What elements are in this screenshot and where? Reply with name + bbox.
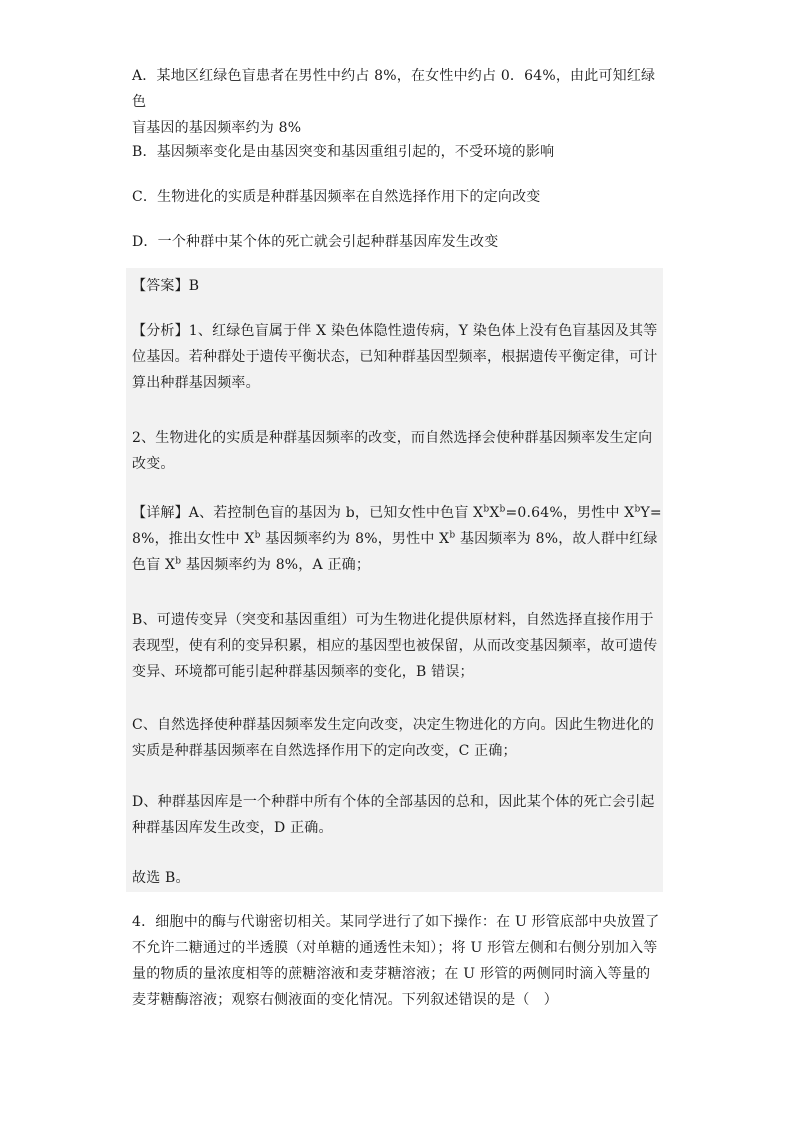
analysis-paragraph-1: 【分析】1、红绿色盲属于伴 X 染色体隐性遗传病，Y 染色体上没有色盲基因及其等位基因。若种群处于遗传平衡状态，已知种群基因型频率，根据遗传平衡定律，可计算出种群基因频率。 — [132, 323, 658, 391]
question-4: 4．细胞中的酶与代谢密切相关。某同学进行了如下操作：在 U 形管底部中央放置了不允许二糖通过的半透膜（对单糖的通透性未知）；将 U 形管左侧和右侧分别加入等量的物质的量浓度相等的蔗糖溶液和麦芽糖溶液；在 U 形管的两侧同时滴入等量的麦芽糖酶溶液；观察右侧液面的变化情况。下列叙述错误的是（ ） — [132, 914, 660, 1008]
detail-b: B、可遗传变异（突变和基因重组）可为生物进化提供原材料，自然选择直接作用于表现型，使有利的变异积累，相应的基因型也被保留，从而改变基因频率，故可遗传变异、环境都可能引起种群基因频率的变化，B 错误； — [132, 612, 658, 680]
detail-a-text: =0.64%，男性中 X — [505, 505, 635, 521]
detail-a-text: 基因频率约为 8%，男性中 X — [260, 531, 450, 547]
detail-a-text: 基因频率为 8%，故人群中红绿色盲 X — [132, 531, 658, 573]
detail-a-text: 【详解】A、若控制色盲的基因为 b，已知女性中色盲 X — [132, 505, 484, 521]
option-a-line2: 盲基因的基因频率约为 8% — [132, 120, 302, 136]
option-a-line1: A．某地区红绿色盲患者在男性中约占 8%，在女性中约占 0．64%，由此可知红绿色 — [132, 68, 656, 110]
superscript: b — [449, 530, 456, 541]
superscript: b — [254, 530, 261, 541]
detail-a — [132, 500, 664, 578]
option-c: C．生物进化的实质是种群基因频率在自然选择作用下的定向改变 — [132, 189, 541, 205]
detail-d: D、种群基因库是一个种群中所有个体的全部基因的总和，因此某个体的死亡会引起种群基因库发生改变，D 正确。 — [132, 794, 655, 836]
superscript: b — [634, 504, 641, 515]
detail-a-text: Y=8%，推出女性中 X — [132, 505, 662, 547]
option-a — [132, 63, 664, 141]
superscript: b — [499, 504, 506, 515]
detail-a-text: 基因频率约为 8%，A 正确； — [181, 557, 371, 573]
superscript: b — [483, 504, 490, 515]
option-b: B．基因频率变化是由基因突变和基因重组引起的，不受环境的影响 — [132, 144, 555, 160]
answer-label: 【答案】B — [132, 278, 200, 294]
conclusion: 故选 B。 — [132, 870, 190, 886]
detail-a-text: X — [489, 505, 500, 521]
option-d: D．一个种群中某个体的死亡就会引起种群基因库发生改变 — [132, 234, 499, 250]
detail-c: C、自然选择使种群基因频率发生定向改变，决定生物进化的方向。因此生物进化的实质是种群基因频率在自然选择作用下的定向改变，C 正确； — [132, 717, 655, 759]
superscript: b — [175, 556, 182, 567]
analysis-paragraph-2: 2、生物进化的实质是种群基因频率的改变，而自然选择会使种群基因频率发生定向改变。 — [132, 430, 653, 472]
